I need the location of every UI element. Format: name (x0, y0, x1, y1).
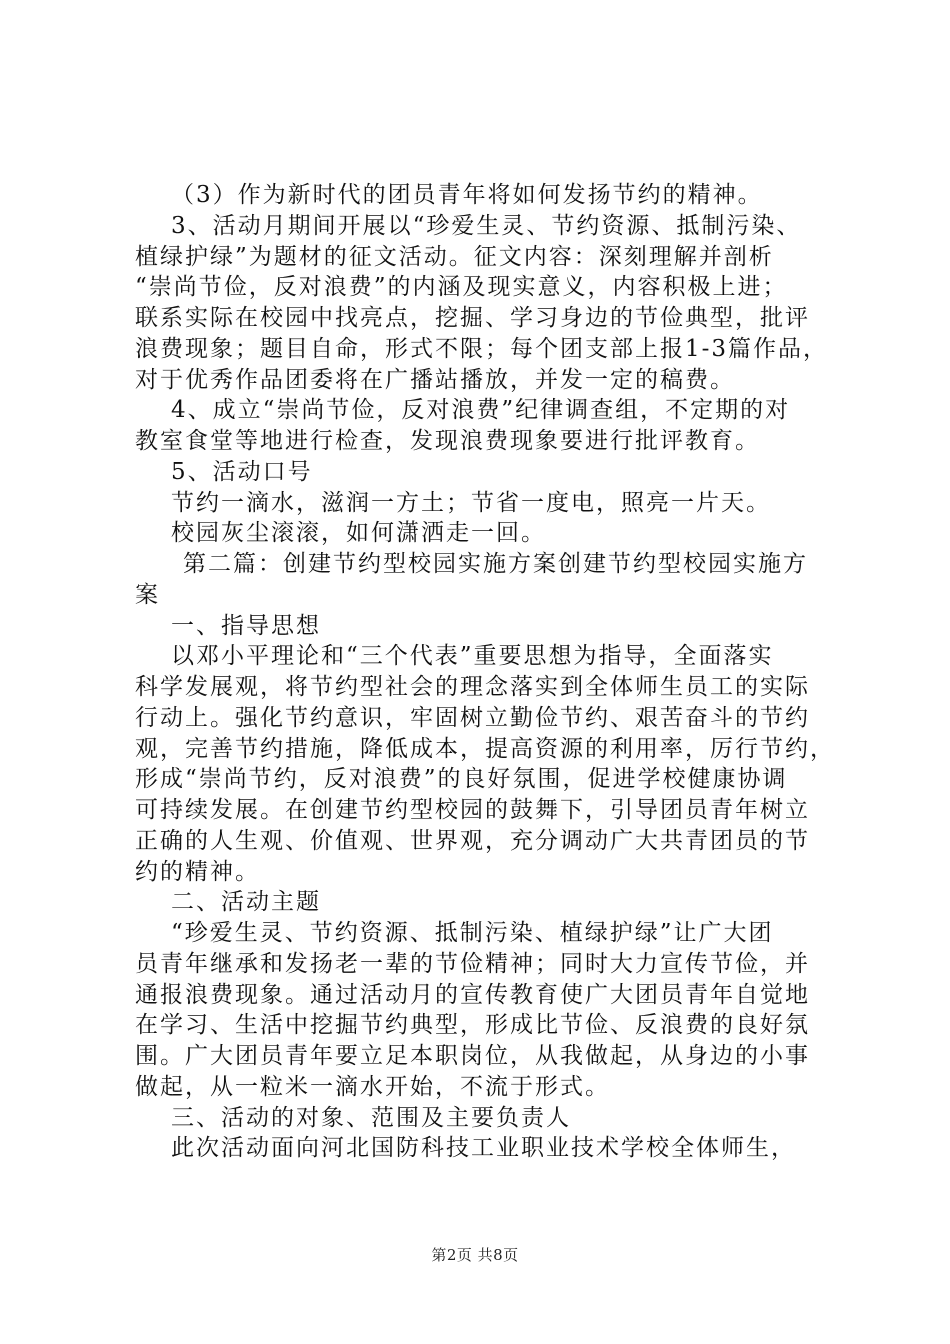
text-line: 节约一滴水，滋润一方土；节省一度电，照亮一片天。 (171, 489, 771, 516)
document-body (135, 180, 835, 1164)
text-line: “珍爱生灵、节约资源、抵制污染、植绿护绿”让广大团 (171, 920, 774, 946)
text-line: （3）作为新时代的团员青年将如何发扬节约的精神。 (171, 182, 763, 208)
text-line: 行动上。强化节约意识，牢固树立勤俭节约、艰苦奋斗的节约 (135, 704, 810, 731)
text-line: 教室食堂等地进行检查，发现浪费现象要进行批评教育。 (135, 428, 760, 454)
text-line: 案 (135, 581, 160, 608)
text-line: 正确的人生观、价值观、世界观，充分调动广大共青团员的节 (135, 827, 810, 854)
text-line: 围。广大团员青年要立足本职岗位，从我做起，从身边的小事 (135, 1043, 810, 1069)
text-line: 科学发展观，将节约型社会的理念落实到全体师生员工的实际 (135, 674, 810, 700)
text-line: 联系实际在校园中找亮点，挖掘、学习身边的节俭典型，批评 (135, 305, 810, 331)
text-line: 在学习、生活中挖掘节约典型，形成比节俭、反浪费的良好氛 (135, 1012, 810, 1039)
text-line: 3、活动月期间开展以“珍爱生灵、节约资源、抵制污染、 (171, 212, 802, 239)
text-line: “崇尚节俭，反对浪费”的内涵及现实意义，内容积极上进； (135, 274, 788, 301)
text-line: 观，完善节约措施，降低成本，提高资源的利用率，厉行节约， (135, 735, 835, 762)
section-heading: 一、指导思想 (171, 612, 321, 639)
text-line: 4、成立“崇尚节俭，反对浪费”纪律调查组，不定期的对 (171, 397, 791, 424)
section-heading: 二、活动主题 (171, 889, 321, 916)
section-heading: 第二篇：创建节约型校园实施方案创建节约型校园实施方 (183, 551, 808, 577)
text-line: 植绿护绿”为题材的征文活动。征文内容：深刻理解并剖析 (135, 243, 774, 270)
page-number-footer: 第2页 共8页 (431, 1246, 519, 1264)
text-line: 5、活动口号 (171, 458, 313, 485)
text-line: 形成“崇尚节约，反对浪费”的良好氛围，促进学校健康协调 (135, 766, 788, 793)
text-line: 做起，从一粒米一滴水开始，不流于形式。 (135, 1073, 610, 1100)
text-line: 可持续发展。在创建节约型校园的鼓舞下，引导团员青年树立 (135, 797, 810, 823)
text-line: 此次活动面向河北国防科技工业职业技术学校全体师生， (171, 1135, 796, 1162)
section-heading: 三、活动的对象、范围及主要负责人 (171, 1104, 571, 1131)
text-line: 以邓小平理论和“三个代表”重要思想为指导，全面落实 (171, 643, 774, 670)
text-line: 约的精神。 (135, 858, 260, 885)
text-line: 员青年继承和发扬老一辈的节俭精神；同时大力宣传节俭，并 (135, 950, 810, 977)
text-line: 浪费现象；题目自命，形式不限；每个团支部上报1-3篇作品， (135, 335, 829, 362)
text-line: 对于优秀作品团委将在广播站播放，并发一定的稿费。 (135, 366, 735, 393)
text-line: 通报浪费现象。通过活动月的宣传教育使广大团员青年自觉地 (135, 981, 810, 1008)
text-line: 校园灰尘滚滚，如何潇洒走一回。 (171, 520, 546, 547)
